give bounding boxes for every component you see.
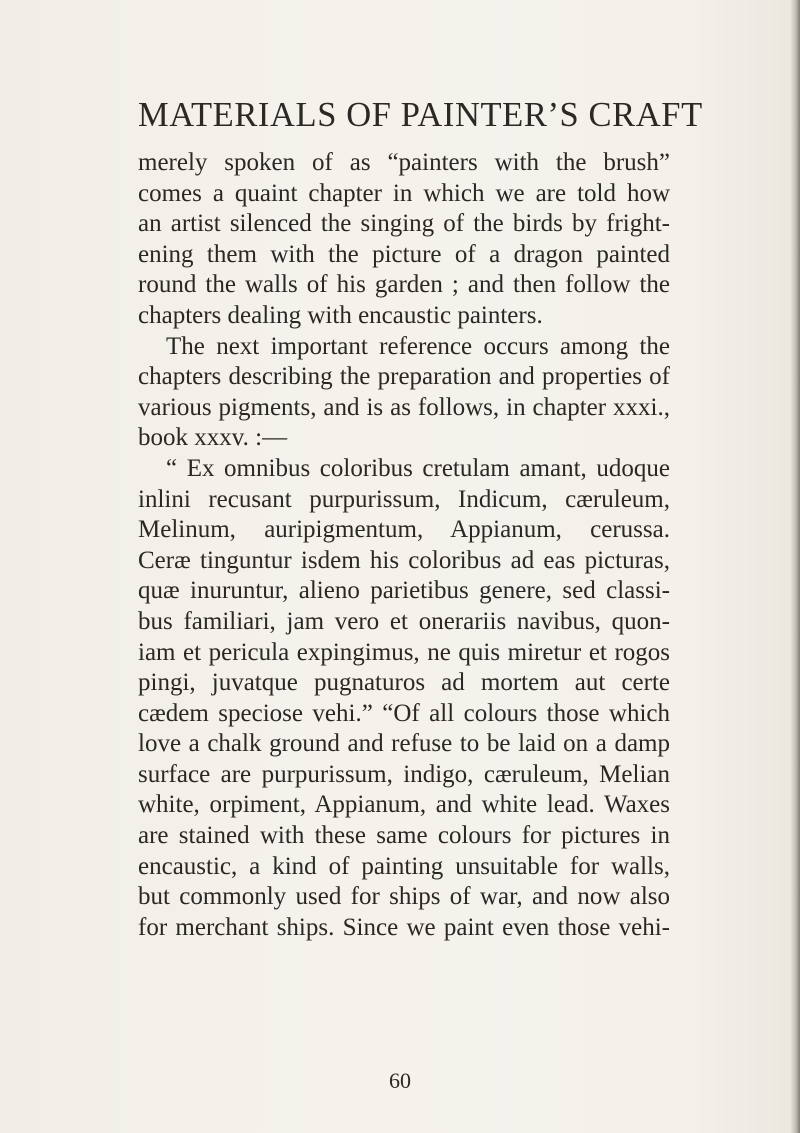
text-line: chapters describing the preparation and properties of	[138, 363, 670, 391]
text-line: quæ inuruntur, alieno parietibus genere, sed classi-	[138, 577, 670, 605]
text-line: cædem speciose vehi.” “Of all colours those which	[138, 699, 670, 727]
text-line: various pigments, and is as follows, in chapter xxxi.,	[138, 393, 670, 421]
text-line: The next important reference occurs among the	[166, 332, 670, 360]
text-line: but commonly used for ships of war, and now also	[138, 883, 670, 911]
text-line: are stained with these same colours for pictures in	[138, 822, 670, 850]
page-edge-shadow	[790, 0, 800, 1133]
text-line: “ Ex omnibus coloribus cretulam amant, udoque	[166, 454, 670, 482]
text-line: comes a quaint chapter in which we are told how	[138, 179, 670, 207]
text-line: merely spoken of as “painters with the brush”	[138, 149, 670, 176]
text-line: ening them with the picture of a dragon painted	[138, 240, 670, 268]
text-line: iam et pericula expingimus, ne quis miretur et rogos	[138, 638, 670, 666]
text-line: encaustic, a kind of painting unsuitable for walls,	[138, 852, 670, 880]
text-line: book xxxv. :—	[138, 424, 288, 452]
text-line: inlini recusant purpurissum, Indicum, cæruleum,	[138, 485, 670, 513]
running-head: MATERIALS OF PAINTER’S CRAFT	[138, 96, 703, 134]
text-line: surface are purpurissum, indigo, cæruleum, Melian	[138, 760, 670, 788]
text-line: white, orpiment, Appianum, and white lead. Waxes	[138, 791, 670, 819]
text-line: pingi, juvatque pugnaturos ad mortem aut certe	[138, 669, 670, 697]
text-line: Ceræ tinguntur isdem his coloribus ad eas picturas,	[138, 546, 670, 574]
page-number: 60	[389, 1068, 411, 1093]
text-line: chapters dealing with encaustic painters.	[138, 301, 543, 329]
text-line: round the walls of his garden ; and then follow the	[138, 271, 670, 299]
text-line: for merchant ships. Since we paint even those vehi-	[138, 913, 670, 941]
text-line: bus familiari, jam vero et onerariis navibus, quon-	[138, 607, 670, 635]
body-text	[138, 148, 670, 943]
text-line: Melinum, auripigmentum, Appianum, cerussa.	[138, 516, 670, 544]
text-line: love a chalk ground and refuse to be laid on a damp	[138, 730, 670, 758]
text-line: an artist silenced the singing of the birds by fright-	[138, 210, 670, 238]
